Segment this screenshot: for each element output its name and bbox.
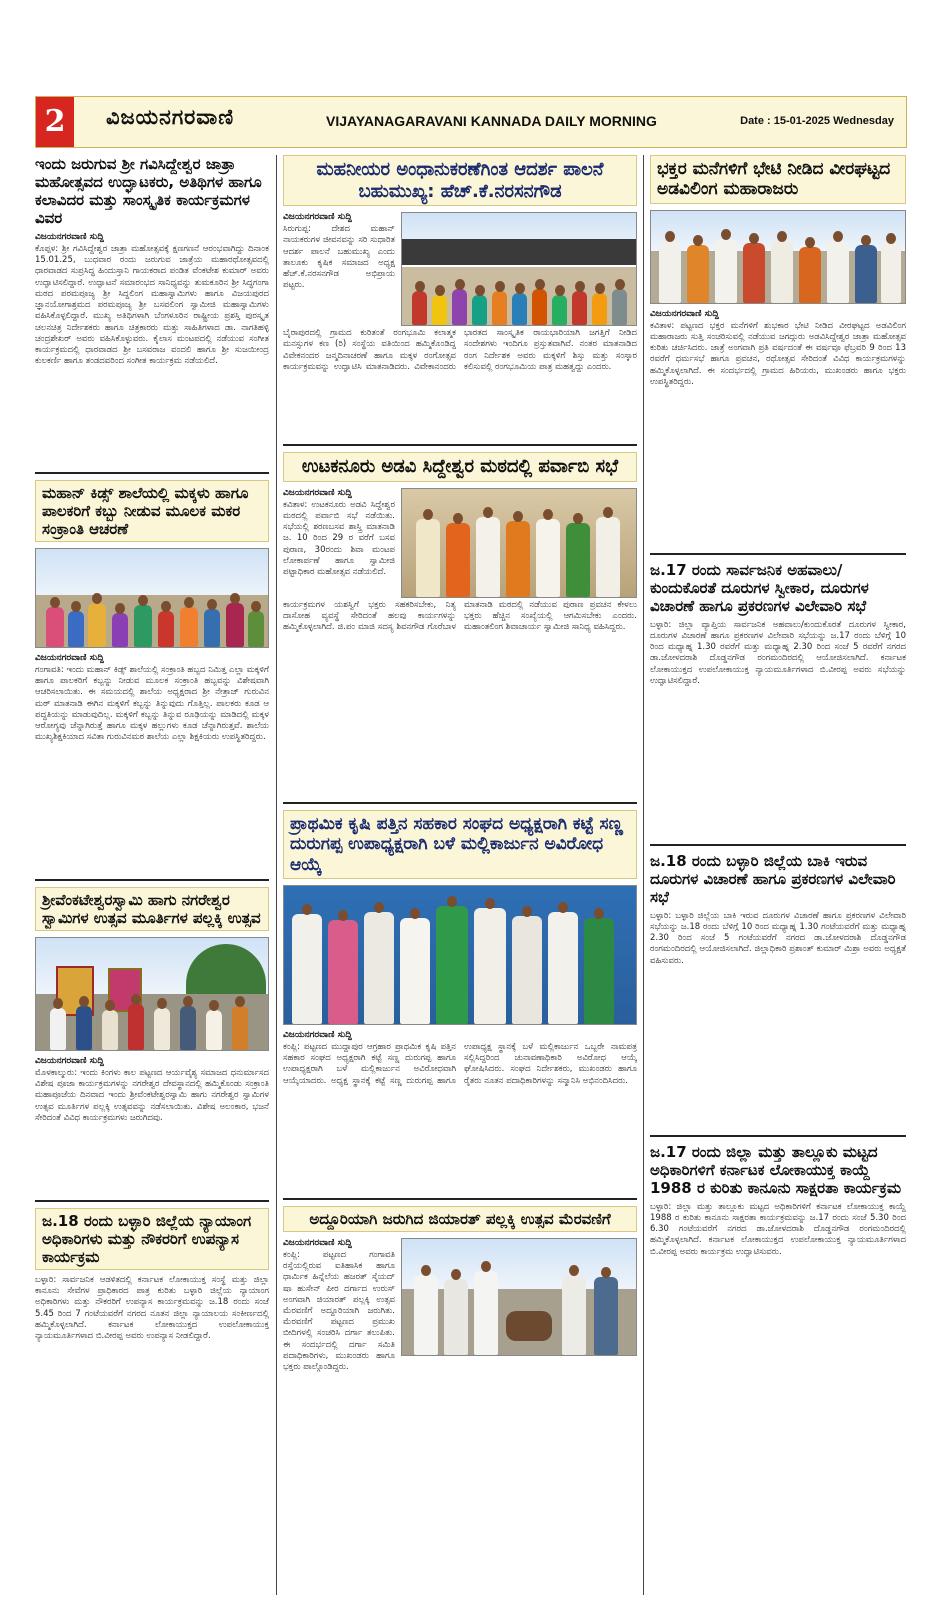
photo-school-children-sugarcane (35, 548, 269, 648)
article-headline: ಮಹನೀಯರ ಅಂಧಾನುಕರಣೆಗಿಂತ ಆದರ್ಶ ಪಾಲನೆ ಬಹುಮುಖ್ಯ: ಹೆಚ್.ಕೆ.ನರಸನಗೌಡ (283, 155, 637, 206)
article-headline: ಜ.18 ರಂದು ಬಳ್ಳಾರಿ ಜಿಲ್ಲೆಯ ನ್ಯಾಯಾಂಗ ಅಧಿಕಾರಿಗಳು ಮತ್ತು ನೌಕರರಿಗೆ ಉಪನ್ಯಾಸ ಕಾರ್ಯಕ್ರಮ (35, 1208, 269, 1270)
article-separator (283, 1198, 637, 1200)
article-body: ಗಂಗಾವತಿ: ಇಂದು ಮಹಾನ್ ಕಿಡ್ಸ್ ಶಾಲೆಯಲ್ಲಿ ಸಂಕ್ರಾಂತಿ ಹಬ್ಬದ ನಿಮಿತ್ತ ಎಲ್ಲಾ ಮಕ್ಕಳಿಗೆ ಹಾಗೂ ಪಾಲಕರಿಗೆ ಕಬ್ಬನ್ನು ನೀಡುವ ಮೂಲಕ ಸಂಕ್ರಾಂತಿ ಹಬ್ಬವನ್ನು ವಿಶೇಷವಾಗಿ ಆಚರಿಸಲಾಯಿತು. ಈ ಸಮಯದಲ್ಲಿ ಶಾಲೆಯ ಅಧ್ಯಕ್ಷರಾದ ಶ್ರೀ ನೇತ್ರಾಜ್ ಗುರುವಿನ ಮಠ್ ಮಾತನಾಡಿ ಈಗಿನ ಮಕ್ಕಳಿಗೆ ಕಬ್ಬನ್ನು ತಿನ್ನುವುದು ಗೊತ್ತಿಲ್ಲ. ಪಾಲಕರು ಕೂಡ ಆ ಪದ್ಧತಿಯನ್ನು ಮಾಡುವುದಿಲ್ಲ. ಮಕ್ಕಳಿಗೆ ಕಬ್ಬನ್ನು ತಿನ್ನುವ ರೂಢಿಯನ್ನು ಮಾಡಿದಲ್ಲಿ ಮಕ್ಕಳ ಆರೋಗ್ಯವು ಚೆನ್ನಾಗಿರುತ್ತೆ ಹಾಗೂ ಮಕ್ಕಳ ಹಲ್ಲುಗಳು ಕೂಡ ಚೆನ್ನಾಗಿರುತ್ತವೆ. ಶಾಲೆಯ ಮುಖ್ಯಶಿಕ್ಷಕಿಯಾದ ಸವಿತಾ ಗುರುವಿನಮಠ ಶಾಲೆಯ ಎಲ್ಲಾ ಶಿಕ್ಷಕಿಯರು ಉಪಸ್ಥಿತರಿದ್ದರು. (35, 665, 269, 743)
article-byline: ವಿಜಯನಗರವಾಣಿ ಸುದ್ದಿ (650, 308, 719, 319)
article-headline: ಜ.17 ರಂದು ಜಿಲ್ಲಾ ಮತ್ತು ತಾಲ್ಲೂಕು ಮಟ್ಟದ ಅಧಿಕಾರಿಗಳಿಗೆ ಕರ್ನಾಟಕ ಲೋಕಾಯುಕ್ತ ಕಾಯ್ದೆ 1988 ರ ಕುರಿತು ಕಾನೂನು ಸಾಕ್ಷರತಾ ಕಾರ್ಯಕ್ರಮ (650, 1142, 902, 1197)
article-body: ಬಳ್ಳಾರಿ: ಸಾರ್ವಜನಿಕ ಆಡಳಿತದಲ್ಲಿ ಕರ್ನಾಟಕ ಲೋಕಾಯುಕ್ತ ಸಂಸ್ಥೆ ಮತ್ತು ಜಿಲ್ಲಾ ಕಾನೂನು ಸೇವೆಗಳ ಪ್ರಾಧಿಕಾರದ ಪಾತ್ರ ಕುರಿತು ಬಳ್ಳಾರಿ ಜಿಲ್ಲೆಯ ನ್ಯಾಯಾಂಗ ಅಧಿಕಾರಿಗಳು ಮತ್ತು ನೌಕರರಿಗೆ ಉಪನ್ಯಾಸ ಕಾರ್ಯಕ್ರಮವನ್ನು ಜ.18 ರಂದು ಸಂಜೆ 5.45 ರಿಂದ 7 ಗಂಟೆಯವರೆಗೆ ನಗರದ ನೂತನ ಜಿಲ್ಲಾ ನ್ಯಾಯಾಲಯ ಸಂಕೀರ್ಣದಲ್ಲಿ ಹಮ್ಮಿಕೊಳ್ಳಲಾಗಿದೆ. ಕರ್ನಾಟಕ ಲೋಕಾಯುಕ್ತದ ಉಪಲೋಕಾಯುಕ್ತ ನ್ಯಾಯಮೂರ್ತಿಗಳಾದ ಬಿ.ವೀರಪ್ಪ ಅವರು ಉಪನ್ಯಾಸ ನೀಡಲಿದ್ದಾರೆ. (35, 1275, 269, 1342)
article-adavilinga-maharaja (650, 155, 906, 547)
article-lead: ಕವಿತಾಳ: ಉಟಕನೂರು ಅಡವಿ ಸಿದ್ದೇಶ್ವರ ಮಠದಲ್ಲಿ ಪರ್ವಾಬಿ ಸಭೆ ನಡೆಯಿತು. ಸಭೆಯಲ್ಲಿ ಶರಣಬಸವ ಶಾಸ್ತ್ರಿ ಮಾತನಾಡಿ ಜ. 10 ರಿಂದ 29 ರ ವರೆಗೆ ಬಸವ ಪುರಾಣ, 30ರಂದು ಶಿವಾ ಮಂಟಪ ಲೋಕಾರ್ಪಣೆ ಹಾಗೂ ಸ್ವಾಮೀಜಿ ಪಟ್ಟಾಧಿಕಾರ ಮಹೋತ್ಸವ ನಡೆಯಲಿದೆ. (283, 499, 395, 578)
column-right (650, 155, 906, 1595)
article-body: ಬೈರಾಪುರದಲ್ಲಿ ಗ್ರಾಮದ ಕುರಿತಂತೆ ರಂಗಭೂಮಿ ಕಲಾತ್ಮಕ ಮನಸ್ಸುಗಳ ಕಣ (ರಿ) ಸಂಸ್ಥೆಯ ವತಿಯಿಂದ ಹಮ್ಮಿಕೊಂಡಿದ್ದ ವಿವೇಕನಂದರ ಜನ್ಮದಿನಾಚರಣೆ ಹಾಗೂ ಮಕ್ಕಳ ರಂಗೋತ್ಸವ ಕಾರ್ಯಕ್ರಮವನ್ನು ಉದ್ಘಾಟಿಸಿ ಮಾತನಾಡಿದರು. ವಿವೇಕಾನಂದರು ಭಾರತದ ಸಾಂಸ್ಕೃತಿಕ ರಾಯಭಾರಿಯಾಗಿ ಜಗತ್ತಿಗೆ ನೀಡಿದ ಸಂದೇಶಗಳು ಇಂದಿಗೂ ಪ್ರಸ್ತುತವಾಗಿವೆ. ನಂತರ ಮಾತನಾಡಿದ ರಂಗ ನಿರ್ದೇಶಕ ಅವರು ಮಕ್ಕಳಿಗೆ ಶಿಸ್ತು ಮತ್ತು ಸಂಸ್ಕಾರ ಕಲಿಸುವಲ್ಲಿ ರಂಗಭೂಮಿಯ ಪಾತ್ರ ಮಹತ್ವದ್ದು ಎಂದರು. (283, 328, 637, 372)
article-separator (35, 472, 269, 474)
article-body: ಕಂಪ್ಲಿ: ಪಟ್ಟಣದ ಮುದ್ದಾಪುರ ಆಗ್ರಹಾರ ಪ್ರಾಥಮಿಕ ಕೃಷಿ ಪತ್ತಿನ ಸಹಕಾರ ಸಂಘದ ಅಧ್ಯಕ್ಷರಾಗಿ ಕಟ್ಟೆ ಸಣ್ಣ ದುರುಗಪ್ಪ ಹಾಗೂ ಉಪಾಧ್ಯಕ್ಷರಾಗಿ ಬಳೆ ಮಲ್ಲಿಕಾರ್ಜುನ ಅವಿರೋಧವಾಗಿ ಆಯ್ಕೆಯಾದರು. ಅಧ್ಯಕ್ಷ ಸ್ಥಾನಕ್ಕೆ ಕಟ್ಟೆ ಸಣ್ಣ ದುರುಗಪ್ಪ ಹಾಗೂ ಉಪಾಧ್ಯಕ್ಷ ಸ್ಥಾನಕ್ಕೆ ಬಳೆ ಮಲ್ಲಿಕಾರ್ಜುನ ಒಬ್ಬರೇ ನಾಮಪತ್ರ ಸಲ್ಲಿಸಿದ್ದರಿಂದ ಚುನಾವಣಾಧಿಕಾರಿ ಅವಿರೋಧ ಆಯ್ಕೆ ಘೋಷಿಸಿದರು. ಸಂಘದ ನಿರ್ದೇಶಕರು, ಮುಖಂಡರು ಹಾಗೂ ರೈತರು ನೂತನ ಪದಾಧಿಕಾರಿಗಳನ್ನು ಸನ್ಮಾನಿಸಿ ಅಭಿನಂದಿಸಿದರು. (283, 1041, 637, 1086)
article-body: ಬಳ್ಳಾರಿ: ಜಿಲ್ಲಾ ವ್ಯಾಪ್ತಿಯ ಸಾರ್ವಜನಿಕ ಅಹವಾಲು/ಕುಂದುಕೊರತೆ ದೂರುಗಳ ಸ್ವೀಕಾರ, ದೂರುಗಳ ವಿಚಾರಣೆ ಹಾಗೂ ಪ್ರಕರಣಗಳ ವಿಲೇವಾರಿ ಸಭೆಯನ್ನು ಜ.17 ರಂದು ಬೆಳಿಗ್ಗೆ 10 ರಿಂದ ಮಧ್ಯಾಹ್ನ 1.30 ರವರೆಗೆ ಮತ್ತು ಮಧ್ಯಾಹ್ನ 2.30 ರಿಂದ ಸಂಜೆ 5 ರವರೆಗೆ ನಗರದ ಡಾ.ಜೋಳದರಾಶಿ ದೊಡ್ಡನಗೌಡ ರಂಗಮಂದಿರದಲ್ಲಿ ಆಯೋಜಿಸಲಾಗಿದೆ. ಕರ್ನಾಟಕ ಲೋಕಾಯುಕ್ತದ ಉಪಲೋಕಾಯುಕ್ತ ನ್ಯಾಯಮೂರ್ತಿಗಳಾದ ಬಿ.ವೀರಪ್ಪ ಅವರು ಸಭೆಯನ್ನು ಉದ್ಘಾಟಿಸಲಿದ್ದಾರೆ. (650, 619, 906, 686)
article-byline: ವಿಜಯನಗರವಾಣಿ ಸುದ್ದಿ (283, 1237, 352, 1248)
column-left (35, 155, 269, 1595)
article-headline: ಅದ್ದೂರಿಯಾಗಿ ಜರುಗಿದ ಜಿಯಾರತ್ ಪಲ್ಲಕ್ಕಿ ಉತ್ಸವ ಮೆರವಣಿಗೆ (283, 1206, 637, 1232)
article-byline: ವಿಜಯನಗರವಾಣಿ ಸುದ್ದಿ (283, 212, 352, 223)
article-pacs-election (283, 810, 637, 1192)
article-headline: ಭಕ್ತರ ಮನೆಗಳಿಗೆ ಭೇಟಿ ನೀಡಿದ ವೀರಘಟ್ಟದ ಅಡವಿಲಿಂಗ ಮಹಾರಾಜರು (650, 155, 906, 204)
article-separator (650, 1135, 906, 1137)
photo-palanquin-procession (35, 937, 269, 1051)
article-byline: ವಿಜಯನಗರವಾಣಿ ಸುದ್ದಿ (35, 1056, 104, 1066)
article-headline: ಉಟಕನೂರು ಅಡವಿ ಸಿದ್ದೇಶ್ವರ ಮಠದಲ್ಲಿ ಪರ್ವಾಬಿ ಸಭೆ (283, 452, 637, 482)
article-gavisiddeshwara-jatre (35, 155, 269, 466)
photo-devotees-visit (650, 210, 906, 304)
article-headline: ಪ್ರಾಥಮಿಕ ಕೃಷಿ ಪತ್ತಿನ ಸಹಕಾರ ಸಂಘದ ಅಧ್ಯಕ್ಷರಾಗಿ ಕಟ್ಟೆ ಸಣ್ಣ ದುರುಗಪ್ಪ ಉಪಾಧ್ಯಕ್ಷರಾಗಿ ಬಳೆ ಮಲ್ಲಿಕಾರ್ಜುನ ಅವಿರೋಧ ಆಯ್ಕೆ (283, 810, 637, 879)
article-headline: ಇಂದು ಜರುಗುವ ಶ್ರೀ ಗವಿಸಿದ್ದೇಶ್ವರ ಜಾತ್ರಾ ಮಹೋತ್ಸವದ ಉದ್ಘಾಟಕರು, ಅತಿಥಿಗಳ ಹಾಗೂ ಕಲಾವಿದರ ಮತ್ತು ಸಾಂಸ್ಕೃತಿಕ ಕಾರ್ಯಕ್ರಮಗಳ ವಿವರ (35, 155, 262, 227)
column-divider (643, 155, 644, 1595)
photo-ziyarat-procession (401, 1238, 637, 1356)
article-separator (650, 844, 906, 846)
article-byline: ವಿಜಯನಗರವಾಣಿ ಸುದ್ದಿ (283, 1029, 352, 1040)
article-adavi-siddeshwara-matha (283, 452, 637, 796)
article-lead: ಸಿರುಗುಪ್ಪ: ದೇಶದ ಮಹಾನ್ ನಾಯಕರುಗಳ ಜೀವನವನ್ನು ಸರಿ ಸುಧಾರಿತ ಆದರ್ಶ ಪಾಲನೆ ಬಹುಮುಖ್ಯ ಎಂದು ತಾಲೂಕು ಕೃಷಿಕ ಸಮಾಜದ ಅಧ್ಯಕ್ಷ ಹೆಚ್.ಕೆ.ನರಸನಗೌಡ ಅಭಿಪ್ರಾಯ ಪಟ್ಟರು. (283, 224, 395, 291)
article-body: ಬಳ್ಳಾರಿ: ಬಳ್ಳಾರಿ ಜಿಲ್ಲೆಯ ಬಾಕಿ ಇರುವ ದೂರುಗಳ ವಿಚಾರಣೆ ಹಾಗೂ ಪ್ರಕರಣಗಳ ವಿಲೇವಾರಿ ಸಭೆಯನ್ನು ಜ.18 ರಂದು ಬೆಳಿಗ್ಗೆ 10 ರಿಂದ ಮಧ್ಯಾಹ್ನ 1.30 ಗಂಟೆಯವರೆಗೆ ಮತ್ತು ಮಧ್ಯಾಹ್ನ 2.30 ರಿಂದ ಸಂಜೆ 5 ಗಂಟೆಯವರೆಗೆ ನಗರದ ಡಾ.ಜೋಳದರಾಶಿ ದೊಡ್ಡನಗೌಡ ರಂಗಮಂದಿರದಲ್ಲಿ ಆಯೋಜಿಸಲಾಗಿದೆ. ಜಿಲ್ಲಾಧಿಕಾರಿ ಪ್ರಶಾಂತ್ ಕುಮಾರ್ ಮಿಶ್ರಾ ಅವರು ಅಧ್ಯಕ್ಷತೆ ವಹಿಸುವರು. (650, 910, 906, 966)
article-body: ಕವಿತಾಳ: ಪಟ್ಟಣದ ಭಕ್ತರ ಮನೆಗಳಿಗೆ ಶುಭಕಾರ ಭೇಟಿ ನೀಡಿದ ವೀರಘಟ್ಟದ ಅಡವಿಲಿಂಗ ಮಹಾರಾಜರು ಸುತ್ತಿ ಸಂಚರಿಸುವಲ್ಲಿ ನಡೆಯುವ ಜಗದ್ಗುರು ಅಡವಿಸಿದ್ದೇಶ್ವರ ಜಾತ್ರಾ ಮಹೋತ್ಸವ ಕುರಿತು ಚರ್ಚಿಸಿದರು. ಜಾತ್ರೆ ಅಂಗವಾಗಿ ಪ್ರತಿ ವರ್ಷದಂತೆ ಈ ವರ್ಷವೂ ಫೆಬ್ರವರಿ 9 ರಿಂದ 13 ರವರೆಗೆ ಧರ್ಮಸಭೆ ಹಾಗೂ ಪ್ರವಚನ, ರಥೋತ್ಸವ ಸೇರಿದಂತೆ ವಿವಿಧ ಕಾರ್ಯಕ್ರಮಗಳನ್ನು ಹಮ್ಮಿಕೊಳ್ಳಲಾಗಿದೆ. ಈ ಸಂದರ್ಭದಲ್ಲಿ ಗ್ರಾಮದ ಹಿರಿಯರು, ಮುಖಂಡರು ಹಾಗೂ ಭಕ್ತರು ಉಪಸ್ಥಿತರಿದ್ದರು. (650, 320, 906, 387)
article-separator (650, 553, 906, 555)
article-judicial-officers-lecture (35, 1208, 269, 1445)
article-lead: ಕಂಪ್ಲಿ: ಪಟ್ಟಣದ ಗಂಗಾವತಿ ರಸ್ತೆಯಲ್ಲಿರುವ ಐತಿಹಾಸಿಕ ಹಾಗೂ ಧಾರ್ಮಿಕ ಹಿನ್ನೆಲೆಯ ಹಜರತ್ ಸೈಯದ್ ಷಾ ಹುಸೇನ್ ಪೀರ ದರ್ಗಾದ ಉರುಸ್ ಅಂಗವಾಗಿ ಜಿಯಾರತ್ ಪಲ್ಲಕ್ಕಿ ಉತ್ಸವ ಮೆರವಣಿಗೆ ಅದ್ದೂರಿಯಾಗಿ ಜರುಗಿತು. ಮೆರವಣಿಗೆ ಪಟ್ಟಣದ ಪ್ರಮುಖ ಬೀದಿಗಳಲ್ಲಿ ಸಂಚರಿಸಿ ದರ್ಗಾ ತಲುಪಿತು. ಈ ಸಂದರ್ಭದಲ್ಲಿ ದರ್ಗಾ ಸಮಿತಿ ಪದಾಧಿಕಾರಿಗಳು, ಮುಖಂಡರು ಹಾಗೂ ಭಕ್ತರು ಪಾಲ್ಗೊಂಡಿದ್ದರು. (283, 1249, 395, 1373)
article-narasanagowda (283, 155, 637, 438)
page-number: 2 (36, 97, 74, 147)
article-body: ಕೊಪ್ಪಳ: ಶ್ರೀ ಗವಿಸಿದ್ದೇಶ್ವರ ಜಾತ್ರಾ ಮಹೋತ್ಸವಕ್ಕೆ ಕ್ಷಣಗಣನೆ ಆರಂಭವಾಗಿದ್ದು ದಿನಾಂಕ 15.01.25, ಬುಧವಾರ ರಂದು ಜರುಗುವ ಜಾತ್ರೆಯ ಮಹಾರಥೋತ್ಸವದಲ್ಲಿ ಧಾರವಾಡದ ಸುಪ್ರಸಿದ್ಧ ಹಿಂದುಸ್ತಾನಿ ಗಾಯಕರಾದ ಪಂಡಿತ ವೆಂಕಟೇಶ ಕುಮಾರ್ ಅವರು ಉದ್ಘಾಟಿಸಲಿದ್ದಾರೆ. ಉದ್ಘಾಟನೆ ಸಮಾರಂಭದ ಸಾನಿಧ್ಯವನ್ನು ತುಮಕೂರಿನ ಶ್ರೀ ಸಿದ್ಧಗಂಗಾ ಮಠದ ಪರಮಪೂಜ್ಯ ಶ್ರೀ ಸಿದ್ದಲಿಂಗ ಮಹಾಸ್ವಾಮಿಗಳು ಹಾಗೂ ವಿಜಯಪುರದ ಜ್ಞಾನಯೋಗಾಶ್ರಮದ ಪರಮಪೂಜ್ಯ ಶ್ರೀ ಬಸವಲಿಂಗ ಸ್ವಾಮೀಜಿ ಮಹಾಸ್ವಾಮಿಗಳು ವಹಿಸಿಕೊಳ್ಳಲಿದ್ದಾರೆ. ಮುಖ್ಯ ಅತಿಥಿಗಳಾಗಿ ಬೆಂಗಳೂರಿನ ರಾಷ್ಟ್ರೀಯ ಪ್ರಶಸ್ತಿ ಪುರಸ್ಕೃತ ಚಲನಚಿತ್ರ ನಿರ್ದೇಶಕರು ಹಾಗೂ ಚಿತ್ರಕಾರರು ಮತ್ತು ಸಾಹಿತಿಗಳಾದ ಡಾ. ನಾಗತಿಹಳ್ಳಿ ಚಂದ್ರಶೇಖರ್ ಅವರು ವಹಿಸಿಕೊಳ್ಳುವರು. ಕೈಲಾಸ ಮಂಟಪದಲ್ಲಿ ನಡೆಯುವ ಸಂಗೀತ ಕಾರ್ಯಕ್ರಮದಲ್ಲಿ ಧಾರವಾಡದ ಶ್ರೀ ಬಸವರಾಜ ವಂದಲಿ ಹಾಗೂ ಶ್ರೀ ಸುಜಯೀಂದ್ರ ಕುಲಕರ್ಣಿ ಹಾಗೂ ತಂಡದವರಿಂದ ಸಂಗೀತ ಕಾರ್ಯಕ್ರಮ ನಡೆಯಲಿದೆ. (35, 244, 269, 367)
photo-pacs-office-bearers (283, 885, 637, 1025)
article-headline: ಜ.18 ರಂದು ಬಳ್ಳಾರಿ ಜಿಲ್ಲೆಯ ಬಾಕಿ ಇರುವ ದೂರುಗಳ ವಿಚಾರಣೆ ಹಾಗೂ ಪ್ರಕರಣಗಳ ವಿಲೇವಾರಿ ಸಭೆ (650, 851, 896, 906)
photo-matha-meeting (401, 488, 637, 598)
newspaper-title-english: VIJAYANAGARAVANI KANNADA DAILY MORNING (326, 113, 657, 129)
article-headline: ಶ್ರೀವೆಂಕಟೇಶ್ವರಸ್ವಾಮಿ ಹಾಗು ನಗರೇಶ್ವರ ಸ್ವಾಮಿಗಳ ಉತ್ಸವ ಮೂರ್ತಿಗಳ ಪಲ್ಲಕ್ಕಿ ಉತ್ಸವ (35, 887, 269, 931)
article-separator (283, 444, 637, 446)
article-body: ಕಾರ್ಯಕ್ರಮಗಳ ಯಶಸ್ವಿಗೆ ಭಕ್ತರು ಸಹಕರಿಸಬೇಕು, ನಿತ್ಯ ದಾಸೋಹ ವ್ಯವಸ್ಥೆ ಸೇರಿದಂತೆ ಹಲವು ಕಾರ್ಯಗಳನ್ನು ಹಮ್ಮಿಕೊಳ್ಳಲಾಗಿದೆ. ಜಿ.ಪಂ ಮಾಜಿ ಸದಸ್ಯ ಶಿವನಗೌಡ ಗೊರೆಬಾಳ ಮಾತನಾಡಿ ಮಠದಲ್ಲಿ ನಡೆಯುವ ಪುರಾಣ ಪ್ರವಚನ ಕೇಳಲು ಭಕ್ತರು ಹೆಚ್ಚಿನ ಸಂಖ್ಯೆಯಲ್ಲಿ ಆಗಮಿಸಬೇಕು ಎಂದರು. ಮಹಾಂತಲಿಂಗ ಶಿವಾಚಾರ್ಯ ಸ್ವಾಮೀಜಿ ಸಾನಿಧ್ಯ ವಹಿಸಿದ್ದರು. (283, 599, 637, 633)
article-separator (283, 802, 637, 804)
article-complaints-jan17 (650, 561, 906, 838)
article-headline: ಮಹಾನ್ ಕಿಡ್ಸ್ ಶಾಲೆಯಲ್ಲಿ ಮಕ್ಕಳು ಹಾಗೂ ಪಾಲಕರಿಗೆ ಕಬ್ಬು ನೀಡುವ ಮೂಲಕ ಮಕರ ಸಂಕ್ರಾಂತಿ ಆಚರಣೆ (35, 480, 269, 542)
article-byline: ವಿಜಯನಗರವಾಣಿ ಸುದ್ದಿ (283, 487, 352, 498)
newspaper-title-kannada: ವಿಜಯನಗರವಾಣಿ (106, 105, 235, 129)
article-byline: ವಿಜಯನಗರವಾಣಿ ಸುದ್ದಿ (35, 653, 104, 663)
article-venkateshwara-pallakki (35, 887, 269, 1194)
article-byline: ವಿಜಯನಗರವಾಣಿ ಸುದ್ದಿ (35, 232, 104, 242)
article-mahan-kids-sankranti (35, 480, 269, 873)
article-separator (35, 1200, 269, 1202)
issue-date: Date : 15-01-2025 Wednesday (740, 115, 894, 127)
article-body: ಬಳ್ಳಾರಿ: ಜಿಲ್ಲಾ ಮತ್ತು ತಾಲ್ಲೂಕು ಮಟ್ಟದ ಅಧಿಕಾರಿಗಳಿಗೆ ಕರ್ನಾಟಕ ಲೋಕಾಯುಕ್ತ ಕಾಯ್ದೆ 1988 ರ ಕುರಿತು ಕಾನೂನು ಸಾಕ್ಷರತಾ ಕಾರ್ಯಕ್ರಮವನ್ನು ಜ.17 ರಂದು ಸಂಜೆ 5.30 ರಿಂದ 6.30 ಗಂಟೆಯವರೆಗೆ ನಗರದ ಡಾ.ಜೋಳದರಾಶಿ ದೊಡ್ಡನಗೌಡ ರಂಗಮಂದಿರದಲ್ಲಿ ಹಮ್ಮಿಕೊಳ್ಳಲಾಗಿದೆ. ಕರ್ನಾಟಕ ಲೋಕಾಯುಕ್ತದ ಉಪಲೋಕಾಯುಕ್ತ ನ್ಯಾಯಮೂರ್ತಿಗಳಾದ ಬಿ.ವೀರಪ್ಪ ಅವರು ಕಾರ್ಯಕ್ರಮ ಉದ್ಘಾಟಿಸುವರು. (650, 1201, 906, 1257)
article-lokayukta-act-literacy (650, 1143, 906, 1422)
article-complaints-jan18 (650, 852, 906, 1129)
column-divider (276, 155, 277, 1595)
article-ziyarat-procession (283, 1206, 637, 1373)
article-separator (35, 879, 269, 881)
photo-children-stage (401, 212, 637, 326)
article-body: ಮೊಳಕಾಲ್ಮುರು: ಇಂದು ಕಿಂಗಳು ಕಾಲ ಪಟ್ಟಣದ ಆರ್ಯವೈಶ್ಯ ಸಮಾಜದ ಧನುರ್ಮಾಸದ ವಿಶೇಷ ಪೂಜಾ ಕಾರ್ಯಕ್ರಮಗಳನ್ನು ನಗರೇಶ್ವರ ದೇವಸ್ಥಾನದಲ್ಲಿ ಹಮ್ಮಿಕೊಂಡು ಸಂಕ್ರಾಂತಿ ಮಹಾಪೂಜೆಯ ದಿನವಾದ ಇಂದು ಶ್ರೀವೆಂಕಟೇಶ್ವರಸ್ವಾಮಿ ಹಾಗು ನಗರೇಶ್ವರ ಸ್ವಾಮಿಗಳ ಉತ್ಸವ ಮೂರ್ತಿಗಳ ಪಲ್ಲಕ್ಕಿ ಉತ್ಸವವನ್ನು ನಡೆಸಲಾಯಿತು. ವಿಶೇಷ ಅಲಂಕಾರ, ಭಜನೆ ಸೇರಿದಂತೆ ವಿವಿಧ ಕಾರ್ಯಕ್ರಮಗಳು ಜರುಗಿದವು. (35, 1068, 269, 1123)
article-headline: ಜ.17 ರಂದು ಸಾರ್ವಜನಿಕ ಅಹವಾಲು/ ಕುಂದುಕೊರತೆ ದೂರುಗಳ ಸ್ವೀಕಾರ, ದೂರುಗಳ ವಿಚಾರಣೆ ಹಾಗೂ ಪ್ರಕರಣಗಳ ವಿಲೇವಾರಿ ಸಭೆ (650, 560, 869, 615)
column-middle (283, 155, 637, 1595)
masthead (35, 96, 907, 148)
